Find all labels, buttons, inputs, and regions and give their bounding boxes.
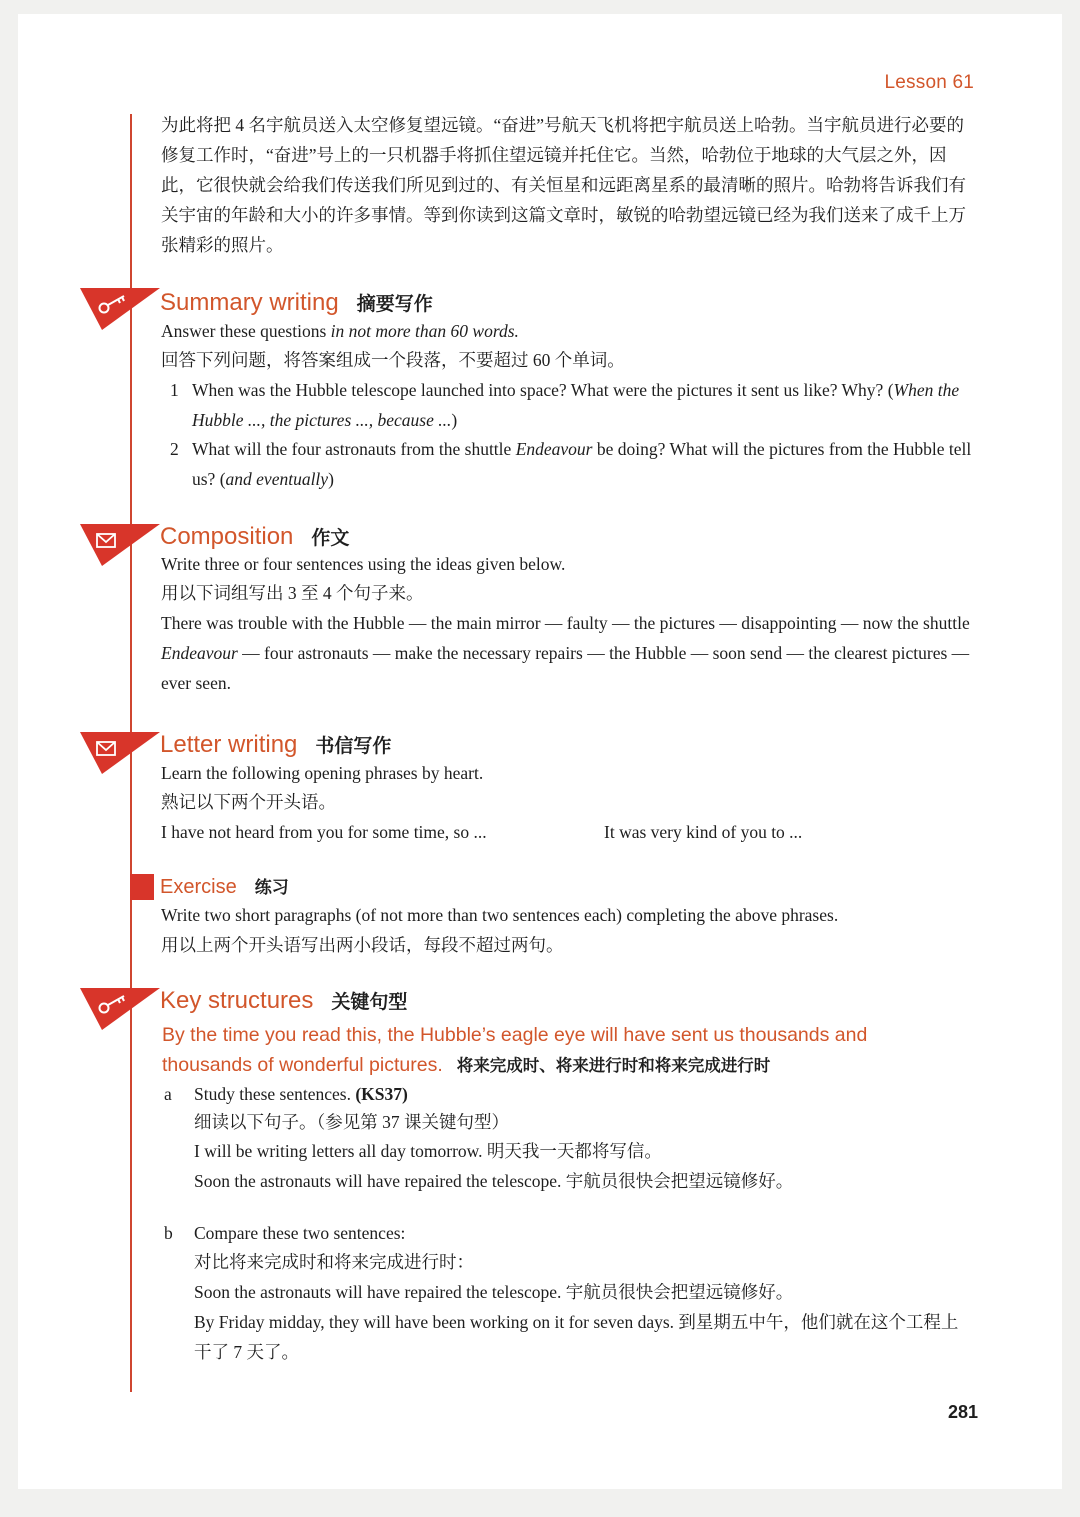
exercise-heading bbox=[160, 872, 289, 903]
composition-title: Composition bbox=[160, 523, 294, 550]
key-structures-title: Key structures bbox=[160, 987, 314, 1014]
exercise-instruction: Write two short paragraphs (of not more than two sentences each) completing the above phrases. bbox=[161, 905, 839, 925]
composition-instruction: Write three or four sentences using the ideas given below. bbox=[161, 554, 566, 574]
section-a-instr-text: Study these sentences. bbox=[194, 1084, 351, 1104]
shuttle-name: Endeavour bbox=[161, 643, 238, 663]
lesson-label: Lesson 61 bbox=[884, 72, 974, 93]
opening-phrase-1: I have not heard from you for some time, so ... bbox=[161, 822, 487, 842]
page-number: 281 bbox=[947, 1402, 978, 1422]
question-number: 2 bbox=[170, 439, 179, 459]
letter-heading bbox=[160, 730, 391, 761]
letter-flag bbox=[80, 728, 162, 776]
key-structures-subtitle bbox=[162, 1020, 962, 1081]
shuttle-name: Endeavour bbox=[515, 439, 593, 459]
example-sentence: I will be writing letters all day tomorrow. 明天我一天都将写信。 bbox=[194, 1141, 662, 1161]
key-structures-heading bbox=[160, 986, 407, 1017]
summary-flag bbox=[80, 284, 162, 332]
question-2-text-b: be doing? What will the pictures from the Hubble tell us? bbox=[192, 439, 972, 489]
hint-open: ( bbox=[887, 380, 894, 400]
summary-instruction bbox=[161, 316, 519, 346]
summary-title-cn: 摘要写作 bbox=[356, 293, 433, 315]
intro-paragraph: 为此将把 4 名宇航员送入太空修复望远镜。“奋进”号航天飞机将把宇航员送上哈勃。当宇航员进行必要的修复工作时，“奋进”号上的一只机器手将抓住望远镜并托住它。当然，哈勃位于地球的大气层之外，因此，它很快就会给我们传送我们所见到过的、有关恒星和远距离星系的最清晰的照片。哈勃将告诉我们有关宇宙的年龄和大小的许多事情。等到你读到这篇文章时，敏锐的哈勃望远镜已经为我们送来了成千上万张精彩的照片。 bbox=[161, 115, 966, 255]
section-a-ref: (KS37) bbox=[355, 1084, 408, 1104]
hint-close: ) bbox=[328, 469, 334, 489]
section-a-instruction bbox=[194, 1079, 408, 1109]
question-number: 1 bbox=[170, 380, 179, 400]
key-structures-flag bbox=[80, 984, 162, 1032]
letter-instruction-cn: 熟记以下两个开头语。 bbox=[161, 792, 336, 812]
exercise-instruction-cn: 用以上两个开头语写出两小段话，每段不超过两句。 bbox=[161, 935, 564, 955]
section-a-label: a bbox=[164, 1084, 172, 1104]
section-a-instruction-cn: 细读以下句子。（参见第 37 课关键句型） bbox=[194, 1112, 509, 1132]
composition-flag bbox=[80, 520, 162, 568]
hint-close: ) bbox=[451, 410, 458, 430]
summary-heading bbox=[160, 288, 433, 319]
question-1-text: When was the Hubble telescope launched into space? What were the pictures it sent us like? Why? bbox=[192, 380, 884, 400]
ideas-text-a: There was trouble with the Hubble — the main mirror — faulty — the pictures — disappointing — now the shuttle bbox=[161, 613, 970, 633]
letter-instruction: Learn the following opening phrases by heart. bbox=[161, 763, 484, 783]
letter-title: Letter writing bbox=[160, 731, 298, 758]
key-structures-title-cn: 关键句型 bbox=[331, 991, 408, 1013]
question-2-hint: and eventually bbox=[225, 469, 329, 489]
summary-instruction-cn: 回答下列问题，将答案组成一个段落，不要超过 60 个单词。 bbox=[161, 350, 625, 370]
summary-instr-italic: in not more than 60 words. bbox=[330, 321, 519, 341]
exercise-marker bbox=[130, 874, 154, 900]
composition-title-cn: 作文 bbox=[311, 527, 350, 549]
subtitle-text: By the time you read this, the Hubble’s eagle eye will have sent us thousands and thousands of wonderful pictures. bbox=[162, 1024, 868, 1076]
composition-ideas bbox=[161, 608, 981, 698]
letter-title-cn: 书信写作 bbox=[315, 735, 392, 757]
summary-instr-main: Answer these questions bbox=[161, 321, 327, 341]
example-sentence: Soon the astronauts will have repaired the telescope. 宇航员很快会把望远镜修好。 bbox=[194, 1171, 794, 1191]
example-sentence: Soon the astronauts will have repaired the telescope. 宇航员很快会把望远镜修好。 bbox=[194, 1282, 794, 1302]
question-1 bbox=[192, 375, 982, 435]
ideas-text-b: — four astronauts — make the necessary repairs — the Hubble — soon send — the clearest pictures — ever seen. bbox=[161, 643, 970, 693]
question-2-text-a: What will the four astronauts from the shuttle bbox=[192, 439, 512, 459]
section-b-instruction-cn: 对比将来完成时和将来完成进行时： bbox=[194, 1252, 474, 1272]
opening-phrase-2: It was very kind of you to ... bbox=[604, 822, 803, 842]
subtitle-cn: 将来完成时、将来进行时和将来完成进行时 bbox=[456, 1056, 771, 1075]
textbook-page bbox=[18, 14, 1062, 1489]
composition-instruction-cn: 用以下词组写出 3 至 4 个句子来。 bbox=[161, 583, 424, 603]
question-2 bbox=[192, 434, 982, 494]
hint-open: ( bbox=[219, 469, 226, 489]
question-1-hint: When the Hubble ..., the pictures ..., because ... bbox=[192, 380, 960, 430]
exercise-title: Exercise bbox=[160, 876, 237, 898]
section-b-label: b bbox=[164, 1223, 173, 1243]
section-b-instruction: Compare these two sentences: bbox=[194, 1223, 406, 1243]
summary-title: Summary writing bbox=[160, 289, 339, 316]
exercise-title-cn: 练习 bbox=[254, 878, 289, 898]
example-sentence: By Friday midday, they will have been working on it for seven days. 到星期五中午，他们就在这个工程上干了 7 天了。 bbox=[194, 1312, 959, 1362]
